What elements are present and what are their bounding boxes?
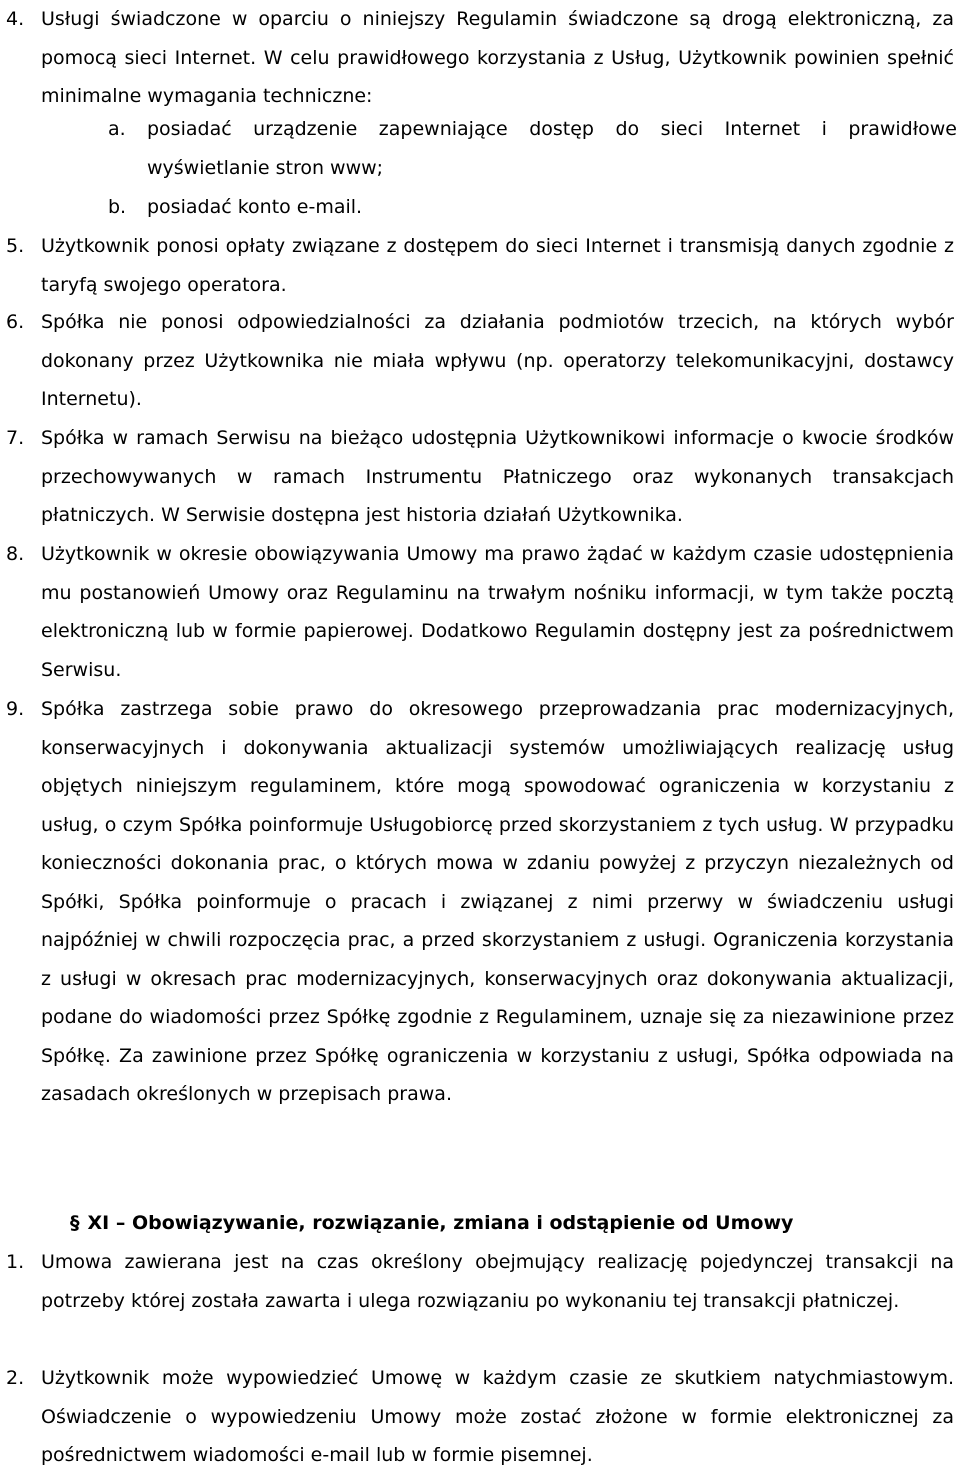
section-title: XI – Obowiązywanie, rozwiązanie, zmiana i odstąpienie od Umowy bbox=[87, 1212, 794, 1234]
section-heading bbox=[70, 1205, 793, 1241]
list-item-number: 4. bbox=[6, 8, 25, 30]
sub-item-text: posiadać urządzenie zapewniające dostęp do sieci Internet i prawidłowe wyświetlanie stron www; bbox=[147, 118, 957, 179]
sub-item-text: posiadać konto e-mail. bbox=[147, 196, 363, 218]
list-item-number: 7. bbox=[6, 427, 25, 449]
sub-item-letter: b. bbox=[108, 196, 127, 218]
list-item-text: Spółka zastrzega sobie prawo do okresowego przeprowadzania prac modernizacyjnych, konserwacyjnych i dokonywania aktualizacji systemów umożliwiających realizację usług objętych niniejszym regulaminem, które mogą spowodować ograniczenia w korzystaniu z usług, o czym Spółka poinformuje Usługobiorcę przed skorzystaniem z tych usług. W przypadku konieczności dokonania prac, o których mowa w zdaniu powyżej z przyczyn niezależnych od Spółki, Spółka poinformuje o pracach i związanej z nimi przerwy w świadczeniu usługi najpóźniej w chwili rozpoczęcia prac, a przed skorzystaniem z usługi. Ograniczenia korzystania z usługi w okresach prac modernizacyjnych, konserwacyjnych oraz dokonywania aktualizacji, podane do wiadomości przez Spółkę zgodnie z Regulaminem, uznaje się za niezawinione przez Spółkę. Za zawinione przez Spółkę ograniczenia w korzystaniu z usługi, Spółka odpowiada na zasadach określonych w przepisach prawa. bbox=[41, 698, 954, 1105]
list-item-text: Usługi świadczone w oparciu o niniejszy Regulamin świadczone są drogą elektroniczną, za pomocą sieci Internet. W celu prawidłowego korzystania z Usług, Użytkownik powinien spełnić minimalne wymagania techniczne: bbox=[41, 8, 954, 107]
list-item-number: 2. bbox=[6, 1367, 25, 1389]
list-item-text: Umowa zawierana jest na czas określony obejmujący realizację pojedynczej transakcji na potrzeby której została zawarta i ulega rozwiązaniu po wykonaniu tej transakcji płatniczej. bbox=[41, 1251, 954, 1312]
list-item-text: Spółka w ramach Serwisu na bieżąco udostępnia Użytkownikowi informacje o kwocie środków przechowywanych w ramach Instrumentu Płatniczego oraz wykonanych transakcjach płatniczych. W Serwisie dostępna jest historia działań Użytkownika. bbox=[41, 427, 954, 526]
list-item-number: 1. bbox=[6, 1251, 25, 1273]
section-marker: § bbox=[70, 1212, 80, 1234]
list-item-number: 9. bbox=[6, 698, 25, 720]
list-item-text: Użytkownik może wypowiedzieć Umowę w każdym czasie ze skutkiem natychmiastowym. Oświadczenie o wypowiedzeniu Umowy może zostać złożone w formie elektronicznej za pośrednictwem wiadomości e-mail lub w formie pisemnej. bbox=[41, 1367, 954, 1466]
list-item-number: 8. bbox=[6, 543, 25, 565]
list-item-text: Spółka nie ponosi odpowiedzialności za działania podmiotów trzecich, na których wybór dokonany przez Użytkownika nie miała wpływu (np. operatorzy telekomunikacyjni, dostawcy Internetu). bbox=[41, 311, 954, 410]
sub-item-letter: a. bbox=[108, 118, 126, 140]
list-item-number: 5. bbox=[6, 235, 25, 257]
list-item-text: Użytkownik w okresie obowiązywania Umowy ma prawo żądać w każdym czasie udostępnienia mu postanowień Umowy oraz Regulaminu na trwałym nośniku informacji, w tym także pocztą elektroniczną lub w formie papierowej. Dodatkowo Regulamin dostępny jest za pośrednictwem Serwisu. bbox=[41, 543, 954, 681]
list-item-text: Użytkownik ponosi opłaty związane z dostępem do sieci Internet i transmisją danych zgodnie z taryfą swojego operatora. bbox=[41, 235, 954, 296]
list-item-number: 6. bbox=[6, 311, 25, 333]
